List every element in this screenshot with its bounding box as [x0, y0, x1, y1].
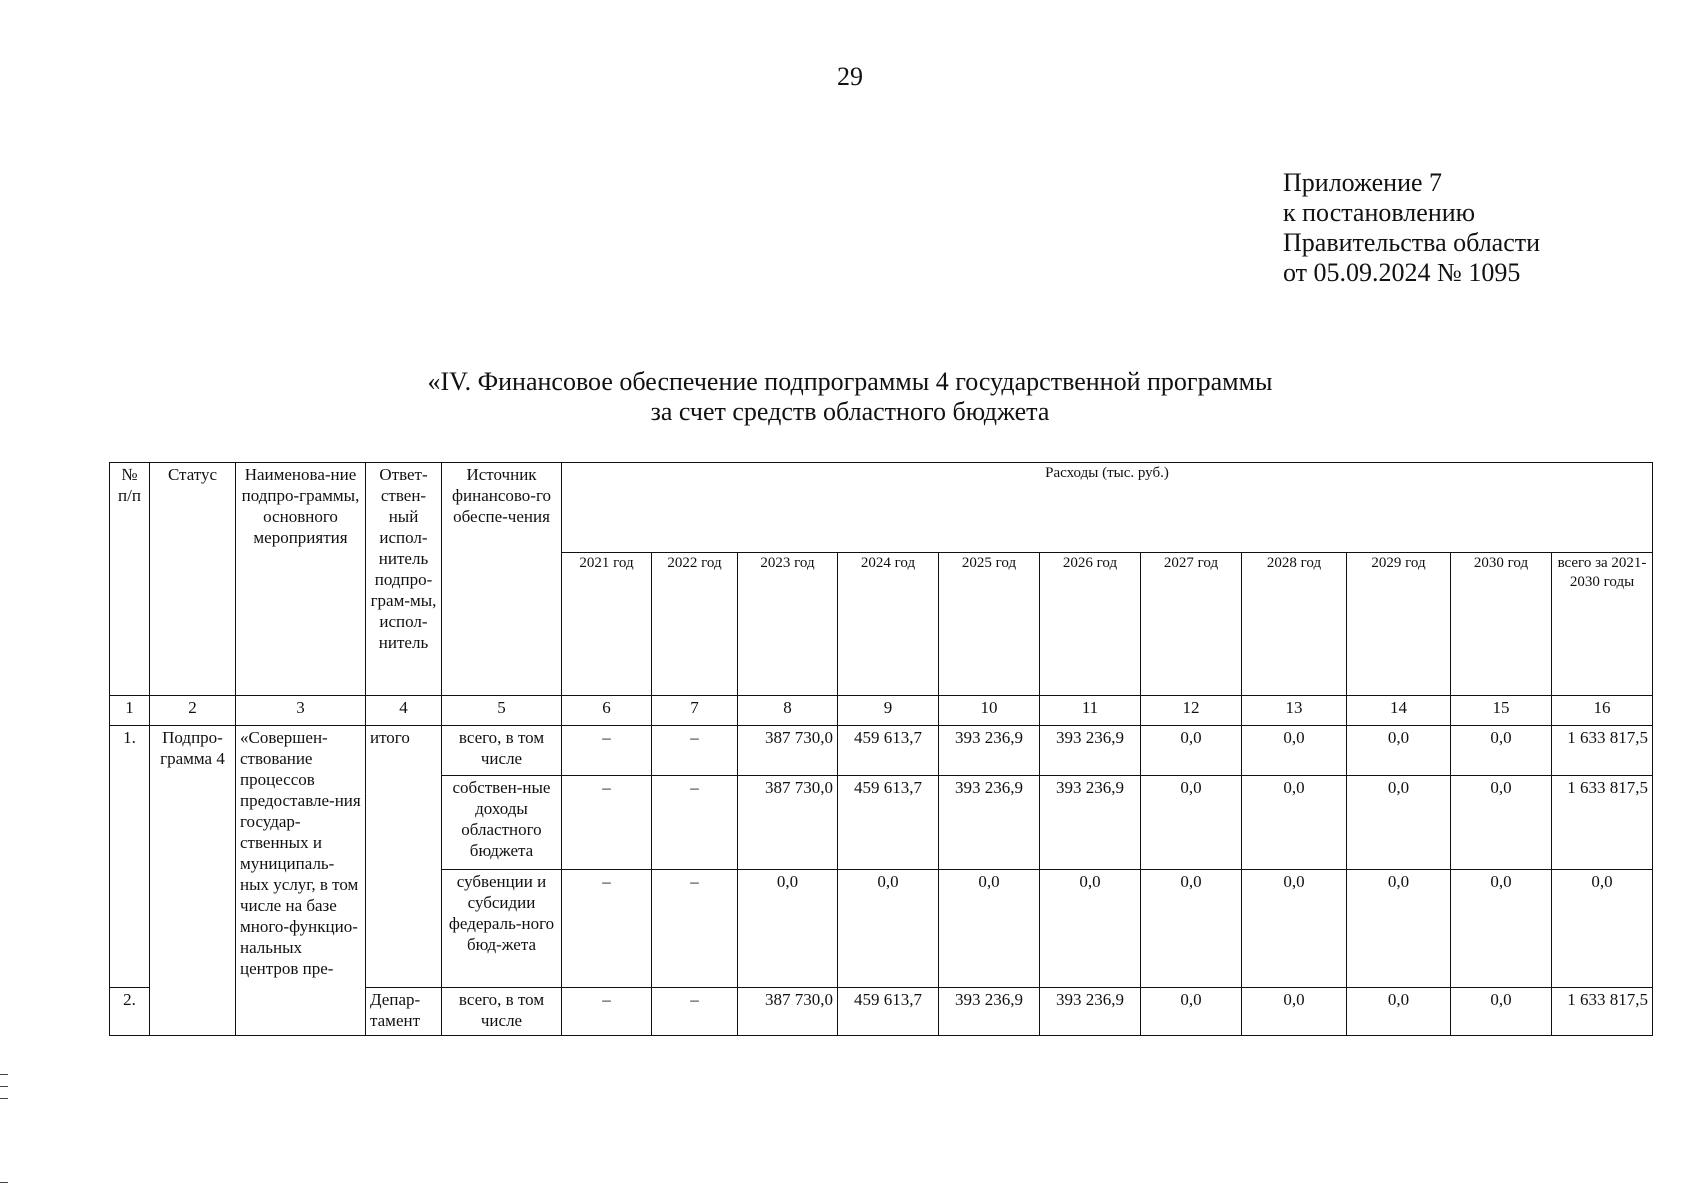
header-year: 2028 год	[1242, 553, 1347, 696]
cell-value: 0,0	[939, 870, 1040, 988]
cell-value: 0,0	[738, 870, 838, 988]
cell-value: –	[562, 988, 652, 1036]
cell-value: 0,0	[1141, 988, 1242, 1036]
column-number: 1	[110, 696, 150, 726]
cell-value: 0,0	[838, 870, 939, 988]
cell-value: 0,0	[1141, 726, 1242, 776]
row-number: 2.	[110, 988, 150, 1036]
cell-value: 459 613,7	[838, 988, 939, 1036]
column-number: 12	[1141, 696, 1242, 726]
cell-value: 0,0	[1451, 870, 1552, 988]
column-number: 13	[1242, 696, 1347, 726]
column-number: 8	[738, 696, 838, 726]
cell-value: –	[562, 870, 652, 988]
scan-mark	[0, 1098, 8, 1099]
cell-value: –	[652, 988, 738, 1036]
header-expenses: Расходы (тыс. руб.)	[562, 463, 1653, 553]
cell-value: 393 236,9	[939, 726, 1040, 776]
row-name: «Совершен-ствование процессов предоставле-ния государ-ственных и муниципаль-ных услуг, в том числе на базе много-функцио-нальных центров пре-	[236, 726, 366, 1036]
table-row	[110, 726, 1653, 776]
header-executor: Ответ-ствен-ный испол-нитель подпро-грам-мы, испол-нитель	[366, 463, 442, 696]
page-number: 29	[837, 62, 863, 91]
cell-value: 1 633 817,5	[1552, 726, 1653, 776]
cell-value: –	[652, 870, 738, 988]
header-total: всего за 2021-2030 годы	[1552, 553, 1653, 696]
row-status: Подпро-грамма 4	[150, 726, 236, 1036]
column-number: 15	[1451, 696, 1552, 726]
cell-value: –	[652, 726, 738, 776]
cell-value: 0,0	[1347, 776, 1451, 870]
column-number: 14	[1347, 696, 1451, 726]
column-number: 11	[1040, 696, 1141, 726]
cell-value: 0,0	[1040, 870, 1141, 988]
cell-value: 387 730,0	[738, 776, 838, 870]
column-number: 5	[442, 696, 562, 726]
row-number: 1.	[110, 726, 150, 988]
cell-value: 0,0	[1347, 870, 1451, 988]
cell-value: –	[652, 776, 738, 870]
header-year: 2029 год	[1347, 553, 1451, 696]
cell-value: 1 633 817,5	[1552, 776, 1653, 870]
cell-value: 0,0	[1242, 988, 1347, 1036]
cell-value: 393 236,9	[1040, 776, 1141, 870]
row-source: всего, в том числе	[442, 726, 562, 776]
cell-value: 0,0	[1451, 776, 1552, 870]
cell-value: 0,0	[1347, 988, 1451, 1036]
row-source: всего, в том числе	[442, 988, 562, 1036]
appendix-line: к постановлению	[1283, 198, 1476, 227]
scan-mark	[0, 1074, 8, 1075]
cell-value: 459 613,7	[838, 776, 939, 870]
header-source: Источник финансово-го обеспе-чения	[442, 463, 562, 696]
column-number: 2	[150, 696, 236, 726]
header-year: 2024 год	[838, 553, 939, 696]
cell-value: 0,0	[1141, 776, 1242, 870]
cell-value: 0,0	[1451, 726, 1552, 776]
cell-value: 0,0	[1242, 726, 1347, 776]
header-year: 2022 год	[652, 553, 738, 696]
column-number: 9	[838, 696, 939, 726]
cell-value: 387 730,0	[738, 988, 838, 1036]
scan-mark	[0, 1086, 8, 1087]
cell-value: 393 236,9	[939, 988, 1040, 1036]
header-name: Наименова-ние подпро-граммы, основного мероприятия	[236, 463, 366, 696]
column-number: 10	[939, 696, 1040, 726]
document-title	[260, 367, 1440, 427]
row-source: субвенции и субсидии федераль-ного бюд-жета	[442, 870, 562, 988]
cell-value: 0,0	[1552, 870, 1653, 988]
title-line-2: за счет средств областного бюджета	[650, 397, 1050, 426]
cell-value: 393 236,9	[939, 776, 1040, 870]
header-status: Статус	[150, 463, 236, 696]
cell-value: 387 730,0	[738, 726, 838, 776]
cell-value: 1 633 817,5	[1552, 988, 1653, 1036]
cell-value: 0,0	[1141, 870, 1242, 988]
header-num: № п/п	[110, 463, 150, 696]
header-year: 2030 год	[1451, 553, 1552, 696]
cell-value: 0,0	[1347, 726, 1451, 776]
header-year: 2027 год	[1141, 553, 1242, 696]
appendix-line: Правительства области	[1283, 228, 1541, 257]
cell-value: –	[562, 726, 652, 776]
column-number: 6	[562, 696, 652, 726]
appendix-line: Приложение 7	[1283, 168, 1443, 197]
header-year: 2021 год	[562, 553, 652, 696]
column-number: 3	[236, 696, 366, 726]
cell-value: 0,0	[1242, 776, 1347, 870]
appendix-block	[1283, 168, 1540, 288]
row-executor: Депар-тамент	[366, 988, 442, 1036]
financing-table	[109, 462, 1653, 1036]
header-year: 2026 год	[1040, 553, 1141, 696]
header-year: 2023 год	[738, 553, 838, 696]
cell-value: –	[562, 776, 652, 870]
row-executor: итого	[366, 726, 442, 988]
title-line-1: «IV. Финансовое обеспечение подпрограммы 4 государственной программы	[427, 367, 1273, 396]
header-year: 2025 год	[939, 553, 1040, 696]
cell-value: 0,0	[1451, 988, 1552, 1036]
scan-mark	[0, 1182, 8, 1183]
appendix-line: от 05.09.2024 № 1095	[1283, 258, 1521, 287]
column-number: 16	[1552, 696, 1653, 726]
row-source: собствен-ные доходы областного бюджета	[442, 776, 562, 870]
column-number: 7	[652, 696, 738, 726]
cell-value: 393 236,9	[1040, 988, 1141, 1036]
cell-value: 393 236,9	[1040, 726, 1141, 776]
column-number: 4	[366, 696, 442, 726]
cell-value: 459 613,7	[838, 726, 939, 776]
cell-value: 0,0	[1242, 870, 1347, 988]
